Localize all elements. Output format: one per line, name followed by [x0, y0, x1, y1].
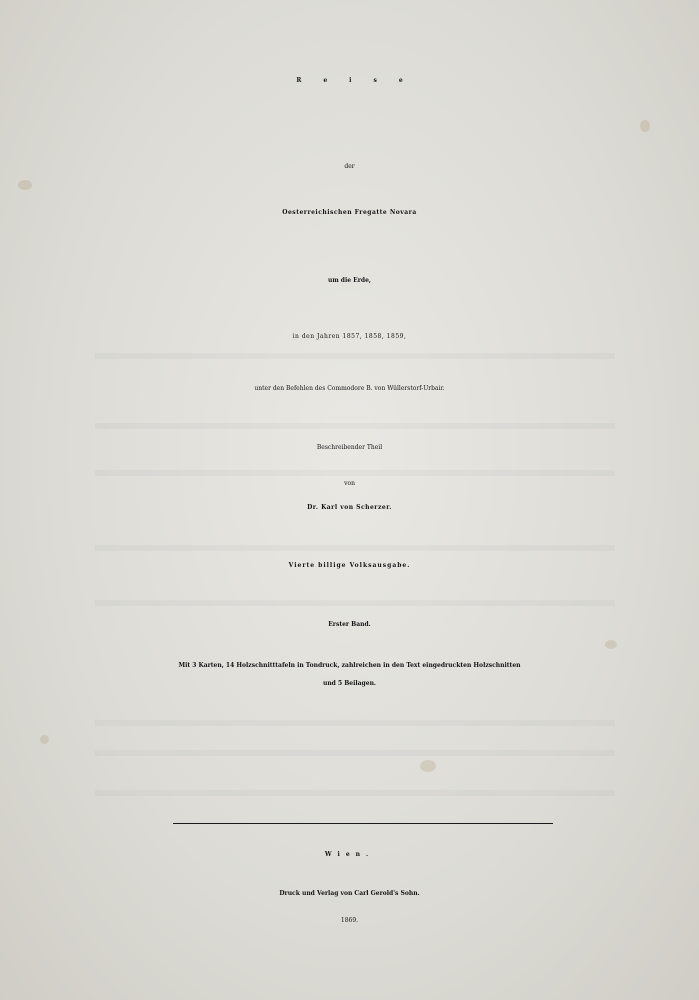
foxing-spot: [18, 180, 32, 190]
contents-line-2: und 5 Beilagen.: [322, 680, 377, 687]
show-through-line: [95, 353, 615, 359]
show-through-line: [95, 750, 615, 756]
part-title: Beschreibender Theil: [316, 444, 383, 451]
author-name: Dr. Karl von Scherzer.: [307, 504, 392, 511]
show-through-line: [95, 600, 615, 606]
show-through-line: [95, 790, 615, 796]
book-title: Reise: [296, 77, 425, 84]
imprint-city: Wien.: [324, 851, 375, 858]
foxing-spot: [605, 640, 617, 649]
frigate-name: Oesterreichischen Fregatte Novara: [282, 209, 417, 216]
foxing-spot: [40, 735, 49, 744]
show-through-line: [95, 470, 615, 476]
horizontal-rule: [173, 823, 553, 824]
show-through-line: [95, 423, 615, 429]
commander-line: unter den Befehlen des Commodore B. von Wüllerstorf-Urbair.: [254, 385, 445, 392]
by-line: von: [344, 480, 355, 487]
title-subline: um die Erde,: [327, 277, 372, 284]
title-article: der: [344, 163, 355, 170]
show-through-line: [95, 720, 615, 726]
volume-line: Erster Band.: [328, 621, 371, 628]
show-through-line: [95, 545, 615, 551]
foxing-spot: [640, 120, 650, 132]
contents-line-1: Mit 3 Karten, 14 Holzschnitttafeln in Tondruck, zahlreichen in den Text eingedruckten Holzschnitten: [178, 662, 521, 669]
imprint-publisher: Druck und Verlag von Carl Gerold's Sohn.: [279, 890, 420, 897]
voyage-years: in den Jahren 1857, 1858, 1859,: [292, 333, 407, 340]
foxing-spot: [420, 760, 436, 772]
imprint-year: 1869.: [340, 917, 359, 924]
edition-line: Vierte billige Volksausgabe.: [288, 562, 411, 569]
